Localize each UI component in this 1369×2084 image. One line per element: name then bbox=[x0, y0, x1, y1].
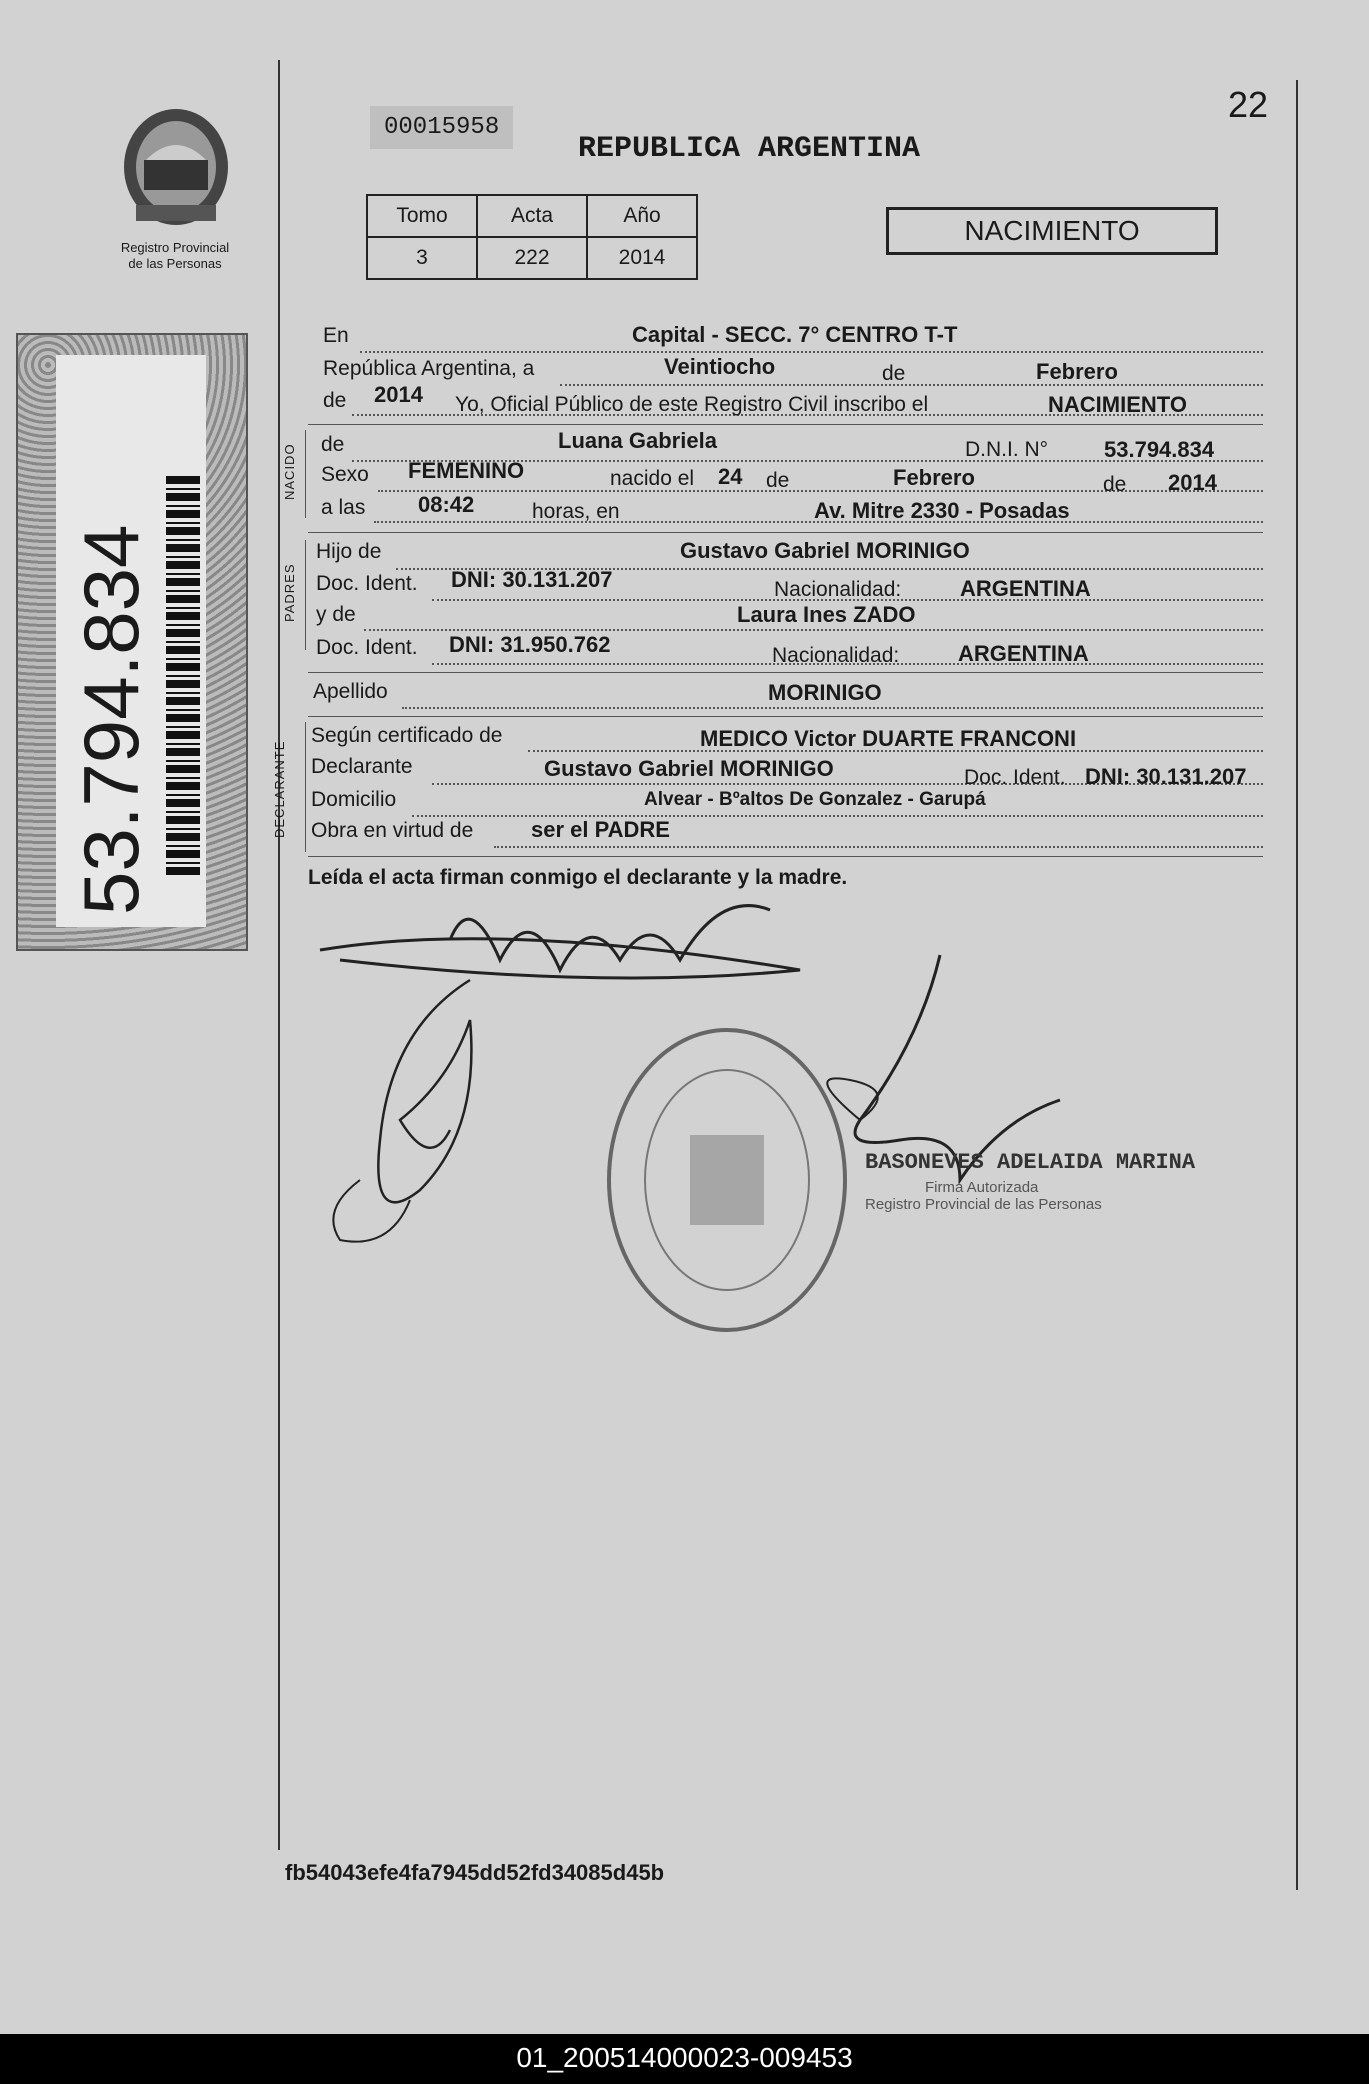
register-header-ano: Año bbox=[587, 195, 697, 237]
obra-label: Obra en virtud de bbox=[311, 819, 474, 842]
domicilio-value: Alvear - Bºaltos De Gonzalez - Garupá bbox=[644, 789, 986, 810]
signer-name: BASONEVES ADELAIDA MARINA bbox=[865, 1150, 1196, 1175]
serial-number: 00015958 bbox=[370, 106, 513, 149]
domicilio-label: Domicilio bbox=[311, 788, 397, 811]
barcode-dni-text: 53.794.834 bbox=[67, 524, 155, 915]
nacido-dni: 53.794.834 bbox=[1104, 437, 1215, 462]
republica-dotline bbox=[560, 384, 1263, 386]
birth-month: Febrero bbox=[893, 465, 975, 490]
document-hash: fb54043efe4fa7945dd52fd34085d45b bbox=[285, 1860, 665, 1885]
cert-label: Según certificado de bbox=[311, 724, 503, 747]
register-value-row bbox=[367, 237, 697, 279]
en-label: En bbox=[323, 324, 349, 347]
declarante-separator bbox=[308, 856, 1263, 857]
father-name: Gustavo Gabriel MORINIGO bbox=[680, 538, 970, 563]
declarante-bracket bbox=[305, 722, 306, 852]
republica-day: Veintiocho bbox=[664, 354, 776, 379]
register-table bbox=[366, 194, 698, 280]
mother-dotline bbox=[364, 629, 1263, 631]
left-margin-line bbox=[278, 60, 280, 1850]
nacido-name: Luana Gabriela bbox=[558, 428, 717, 453]
page-number: 22 bbox=[1228, 84, 1269, 125]
hijo-label: Hijo de bbox=[316, 540, 382, 563]
oficial-value: NACIMIENTO bbox=[1048, 392, 1187, 417]
closing-statement: Leída el acta firman conmigo el declarante y la madre. bbox=[308, 866, 848, 889]
oficial-text: Yo, Oficial Público de este Registro Civil inscribo el bbox=[455, 393, 929, 416]
misiones-seal-logo bbox=[116, 105, 236, 235]
declarante-section-label: DECLARANTE bbox=[272, 740, 287, 838]
apellido-value: MORINIGO bbox=[768, 680, 882, 705]
mother-nationality: ARGENTINA bbox=[958, 641, 1089, 666]
nacido-de-label: de bbox=[321, 433, 345, 456]
register-value-acta: 222 bbox=[477, 237, 587, 279]
birth-de-label: de bbox=[766, 469, 790, 492]
republica-month: Febrero bbox=[1036, 359, 1118, 384]
mother-doc-label: Doc. Ident. bbox=[316, 636, 418, 659]
republica-label: República Argentina, a bbox=[323, 357, 535, 380]
registry-label bbox=[100, 240, 250, 272]
obra-value: ser el PADRE bbox=[531, 817, 670, 842]
en-value: Capital - SECC. 7° CENTRO T-T bbox=[632, 322, 958, 347]
declarante-value: Gustavo Gabriel MORINIGO bbox=[544, 756, 834, 781]
footer-id: 01_200514000023-009453 bbox=[516, 2042, 853, 2073]
signer-role: Firma Autorizada bbox=[925, 1179, 1039, 1196]
register-value-ano: 2014 bbox=[587, 237, 697, 279]
dni-label: D.N.I. N° bbox=[965, 438, 1049, 461]
father-nat-label: Nacionalidad: bbox=[774, 578, 902, 601]
sexo-dotline bbox=[378, 490, 1263, 492]
mother-nat-label: Nacionalidad: bbox=[772, 644, 900, 667]
barcode-panel bbox=[16, 333, 248, 951]
birth-de-label-2: de bbox=[1103, 473, 1127, 496]
barcode-label bbox=[56, 355, 206, 927]
register-header-tomo: Tomo bbox=[367, 195, 477, 237]
intro-year: 2014 bbox=[374, 382, 423, 407]
yde-label: y de bbox=[316, 603, 356, 626]
father-nationality: ARGENTINA bbox=[960, 576, 1091, 601]
father-doc-label: Doc. Ident. bbox=[316, 572, 418, 595]
apellido-separator bbox=[308, 716, 1263, 717]
horas-label: horas, en bbox=[532, 500, 620, 523]
declarante-doc-label: Doc. Ident. bbox=[964, 766, 1066, 789]
nacido-bracket bbox=[305, 430, 306, 518]
record-type-box: NACIMIENTO bbox=[886, 207, 1218, 255]
birth-time: 08:42 bbox=[418, 492, 475, 517]
register-header-row bbox=[367, 195, 697, 237]
year-de-label: de bbox=[323, 389, 347, 412]
obra-dotline bbox=[494, 846, 1263, 848]
barcode-bars bbox=[166, 475, 200, 875]
mother-doc: DNI: 31.950.762 bbox=[449, 632, 611, 657]
padres-bracket bbox=[305, 540, 306, 650]
alas-label: a las bbox=[321, 496, 366, 519]
signer-org: Registro Provincial de las Personas bbox=[865, 1196, 1102, 1213]
cert-value: MEDICO Victor DUARTE FRANCONI bbox=[700, 726, 1077, 751]
registry-line-1: Registro Provincial bbox=[120, 240, 230, 255]
sexo-label: Sexo bbox=[321, 463, 369, 486]
sexo-value: FEMENINO bbox=[408, 458, 525, 483]
register-header-acta: Acta bbox=[477, 195, 587, 237]
birth-year: 2014 bbox=[1168, 470, 1217, 495]
declarante-doc: DNI: 30.131.207 bbox=[1085, 764, 1247, 789]
padres-separator bbox=[308, 672, 1263, 673]
intro-separator bbox=[308, 424, 1263, 425]
register-value-tomo: 3 bbox=[367, 237, 477, 279]
declarante-label: Declarante bbox=[311, 755, 413, 778]
republica-de-label: de bbox=[882, 362, 906, 385]
en-dotline bbox=[360, 351, 1263, 353]
signer-stamp bbox=[865, 1150, 1196, 1213]
birth-place: Av. Mitre 2330 - Posadas bbox=[814, 498, 1070, 523]
apellido-label: Apellido bbox=[313, 680, 388, 703]
padres-section-label: PADRES bbox=[282, 563, 297, 622]
mother-name: Laura Ines ZADO bbox=[737, 602, 916, 627]
birth-day: 24 bbox=[718, 464, 743, 489]
official-round-seal bbox=[602, 1020, 852, 1340]
page-title: REPUBLICA ARGENTINA bbox=[578, 132, 921, 166]
nacido-section-label: NACIDO bbox=[282, 443, 297, 500]
nacido-separator bbox=[308, 532, 1263, 533]
apellido-dotline bbox=[402, 707, 1263, 709]
nacido-el-label: nacido el bbox=[610, 467, 695, 490]
right-margin-line bbox=[1296, 80, 1298, 1890]
registry-line-2: de las Personas bbox=[128, 256, 222, 271]
father-doc: DNI: 30.131.207 bbox=[451, 567, 613, 592]
